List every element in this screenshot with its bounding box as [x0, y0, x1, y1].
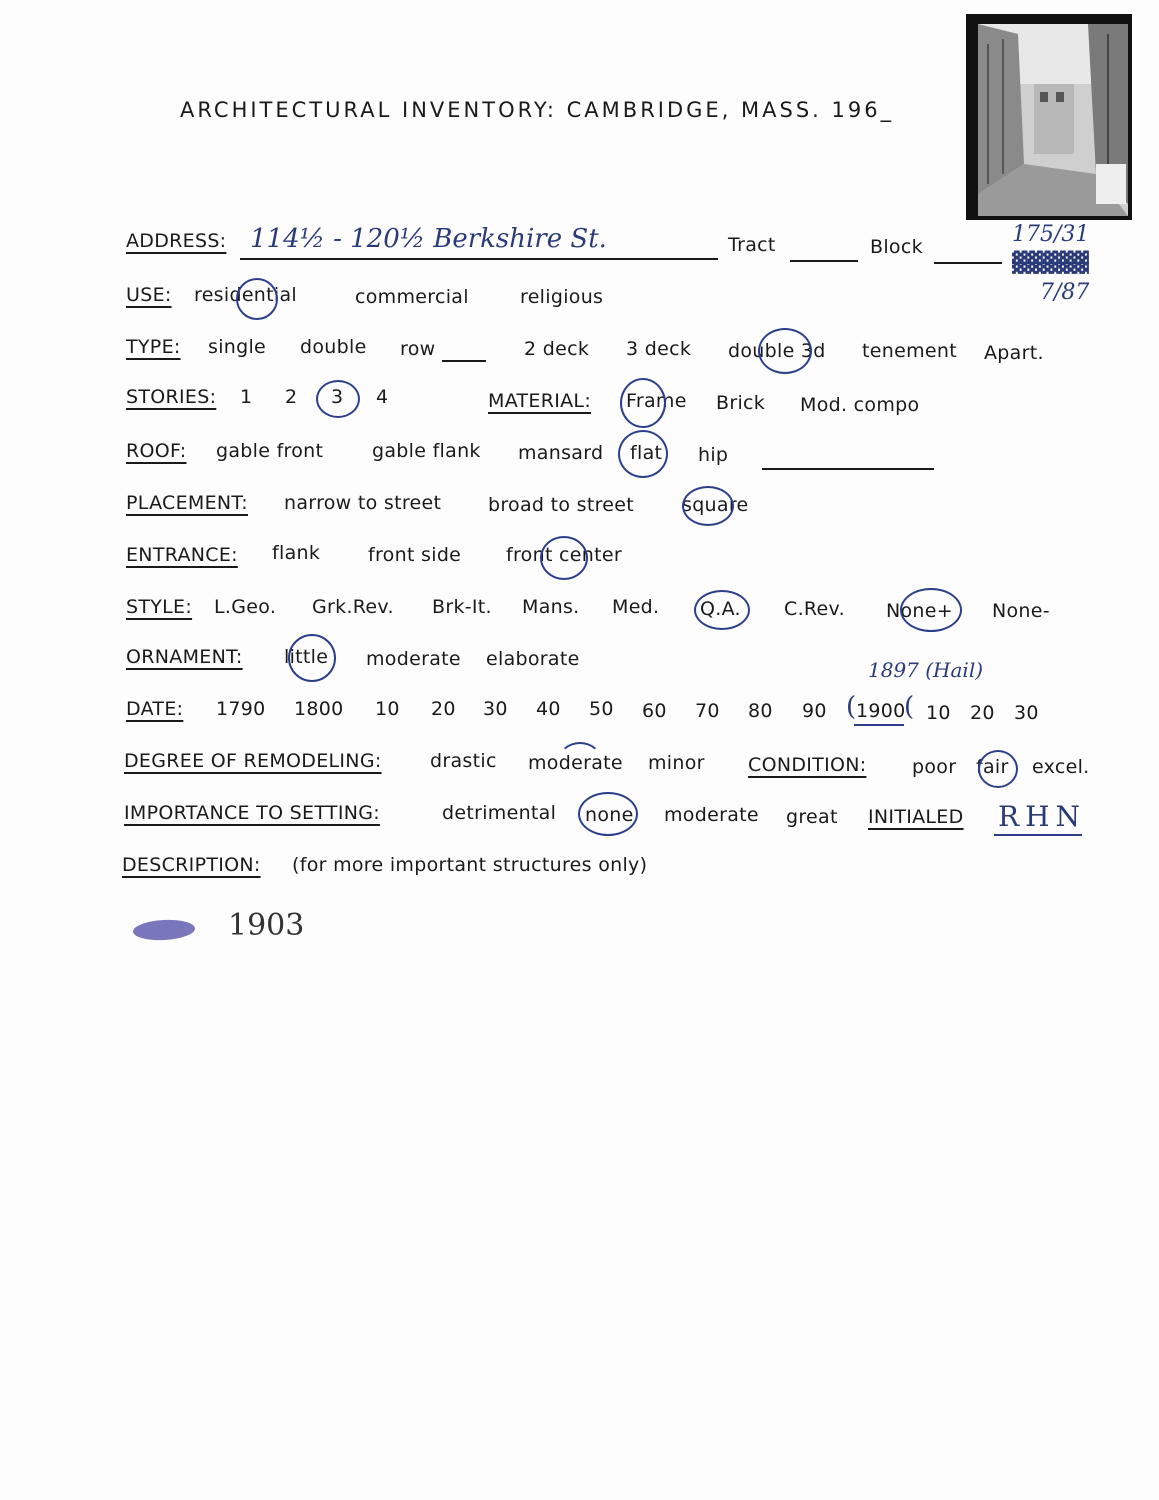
date-option[interactable]: 30: [1014, 702, 1039, 724]
row-blank: [442, 360, 486, 362]
entrance-option-frontcenter[interactable]: front center: [506, 544, 622, 566]
description-handwritten: 1903: [228, 908, 305, 943]
ornament-option-little[interactable]: little: [284, 646, 329, 668]
tract-label: Tract: [728, 234, 776, 256]
roof-label: ROOF:: [126, 440, 187, 462]
initials-value: RHN: [998, 800, 1086, 833]
type-option-single[interactable]: single: [208, 336, 267, 358]
block-label: Block: [870, 236, 923, 258]
selection-circle: [620, 378, 666, 428]
selection-circle: [978, 750, 1018, 788]
type-option-tenement[interactable]: tenement: [862, 340, 957, 362]
importance-option-detrimental[interactable]: detrimental: [442, 802, 557, 824]
entrance-option-flank[interactable]: flank: [272, 542, 321, 564]
stories-option-3[interactable]: 3: [331, 386, 344, 408]
date-option[interactable]: 30: [483, 698, 508, 720]
ref-number-struck: ▓▓▓▓▓: [1012, 250, 1089, 274]
use-option-residential[interactable]: residential: [194, 284, 298, 306]
date-option[interactable]: 50: [589, 698, 614, 720]
type-option-double[interactable]: double: [300, 336, 367, 358]
selection-circle: [694, 590, 750, 630]
condition-option-poor[interactable]: poor: [912, 756, 957, 778]
selection-circle: [900, 588, 962, 632]
bracket-left: (: [846, 692, 857, 722]
style-option-med[interactable]: Med.: [612, 596, 660, 618]
placement-option-broad[interactable]: broad to street: [488, 494, 635, 516]
block-field[interactable]: [934, 262, 1002, 264]
condition-label: CONDITION:: [748, 754, 867, 776]
ink-arrow-mark: [133, 918, 196, 941]
selection-circle: [288, 634, 336, 682]
selection-circle: [236, 278, 278, 320]
importance-option-great[interactable]: great: [786, 806, 838, 828]
stories-label: STORIES:: [126, 386, 217, 408]
material-option-frame[interactable]: Frame: [626, 390, 687, 412]
selection-mark: [558, 742, 602, 780]
material-option-modcompo[interactable]: Mod. compo: [800, 394, 920, 416]
remodeling-option-drastic[interactable]: drastic: [430, 750, 497, 772]
material-label: MATERIAL:: [488, 390, 592, 412]
date-option[interactable]: 60: [642, 700, 667, 722]
style-label: STYLE:: [126, 596, 193, 618]
roof-option-gableflank[interactable]: gable flank: [372, 440, 481, 462]
ref-number-top: 175/31: [1012, 222, 1090, 247]
type-option-2deck[interactable]: 2 deck: [524, 338, 590, 360]
remodeling-option-moderate[interactable]: moderate: [528, 752, 623, 774]
ornament-option-moderate[interactable]: moderate: [366, 648, 461, 670]
style-option-grkrev[interactable]: Grk.Rev.: [312, 596, 394, 618]
type-option-row[interactable]: row: [400, 338, 436, 360]
address-underline: [240, 258, 718, 260]
date-underline: [854, 724, 904, 726]
type-label: TYPE:: [126, 336, 181, 358]
importance-label: IMPORTANCE TO SETTING:: [124, 802, 380, 824]
ornament-option-elaborate[interactable]: elaborate: [486, 648, 580, 670]
roof-option-mansard[interactable]: mansard: [518, 442, 604, 464]
stories-option-4[interactable]: 4: [376, 386, 389, 408]
date-option[interactable]: 20: [431, 698, 456, 720]
date-option[interactable]: 10: [375, 698, 400, 720]
roof-option-flat[interactable]: flat: [630, 442, 663, 464]
roof-option-hip[interactable]: hip: [698, 444, 729, 466]
material-option-brick[interactable]: Brick: [716, 392, 766, 414]
placement-option-narrow[interactable]: narrow to street: [284, 492, 442, 514]
style-option-crev[interactable]: C.Rev.: [784, 598, 845, 620]
roof-other-field[interactable]: [762, 468, 934, 470]
placement-label: PLACEMENT:: [126, 492, 248, 514]
form-title: ARCHITECTURAL INVENTORY: CAMBRIDGE, MASS. 196_: [180, 98, 895, 122]
roof-option-gablefront[interactable]: gable front: [216, 440, 324, 462]
selection-circle: [540, 536, 588, 580]
style-option-noneplus[interactable]: None+: [886, 600, 953, 622]
address-value: 114½ - 120½ Berkshire St.: [250, 224, 607, 254]
date-label: DATE:: [126, 698, 184, 720]
date-option[interactable]: 90: [802, 700, 827, 722]
date-note: 1897 (Hail): [868, 658, 984, 682]
initialed-label: INITIALED: [868, 806, 964, 828]
date-option-1900[interactable]: 1900: [856, 700, 906, 722]
selection-circle: [682, 486, 734, 526]
bracket-right: (: [904, 692, 915, 722]
use-option-commercial[interactable]: commercial: [355, 286, 469, 308]
date-option[interactable]: 80: [748, 700, 773, 722]
remodeling-label: DEGREE OF REMODELING:: [124, 750, 382, 772]
remodeling-option-minor[interactable]: minor: [648, 752, 705, 774]
style-option-qa[interactable]: Q.A.: [700, 598, 741, 620]
type-option-3deck[interactable]: 3 deck: [626, 338, 692, 360]
entrance-option-frontside[interactable]: front side: [368, 544, 462, 566]
date-option[interactable]: 1790: [216, 698, 266, 720]
importance-option-none[interactable]: none: [585, 804, 634, 826]
selection-circle: [316, 380, 360, 418]
style-option-mans[interactable]: Mans.: [522, 596, 580, 618]
ref-number-bottom: 7/87: [1040, 280, 1090, 305]
selection-circle: [578, 792, 638, 836]
date-option[interactable]: 70: [695, 700, 720, 722]
description-note: (for more important structures only): [292, 854, 648, 876]
stories-option-2[interactable]: 2: [285, 386, 298, 408]
condition-option-fair[interactable]: fair: [976, 756, 1009, 778]
type-option-double3d[interactable]: double 3d: [728, 340, 826, 362]
type-option-apart[interactable]: Apart.: [984, 342, 1044, 364]
tract-field[interactable]: [790, 260, 858, 262]
use-option-religious[interactable]: religious: [520, 286, 604, 308]
condition-option-excel[interactable]: excel.: [1032, 756, 1090, 778]
use-label: USE:: [126, 284, 172, 306]
selection-circle: [618, 430, 668, 478]
entrance-label: ENTRANCE:: [126, 544, 238, 566]
style-option-lgeo[interactable]: L.Geo.: [214, 596, 277, 618]
date-option[interactable]: 20: [970, 702, 995, 724]
date-option[interactable]: 10: [926, 702, 951, 724]
stories-option-1[interactable]: 1: [240, 386, 253, 408]
style-option-brkit[interactable]: Brk-It.: [432, 596, 492, 618]
date-option[interactable]: 40: [536, 698, 561, 720]
address-label: ADDRESS:: [126, 230, 227, 252]
ornament-label: ORNAMENT:: [126, 646, 243, 668]
selection-circle: [758, 328, 812, 374]
building-photo: [966, 14, 1132, 220]
date-option[interactable]: 1800: [294, 698, 344, 720]
description-label: DESCRIPTION:: [122, 854, 261, 876]
placement-option-square[interactable]: square: [682, 494, 749, 516]
style-option-noneminus[interactable]: None-: [992, 600, 1050, 622]
importance-option-moderate[interactable]: moderate: [664, 804, 759, 826]
initials-underline: [994, 834, 1082, 836]
